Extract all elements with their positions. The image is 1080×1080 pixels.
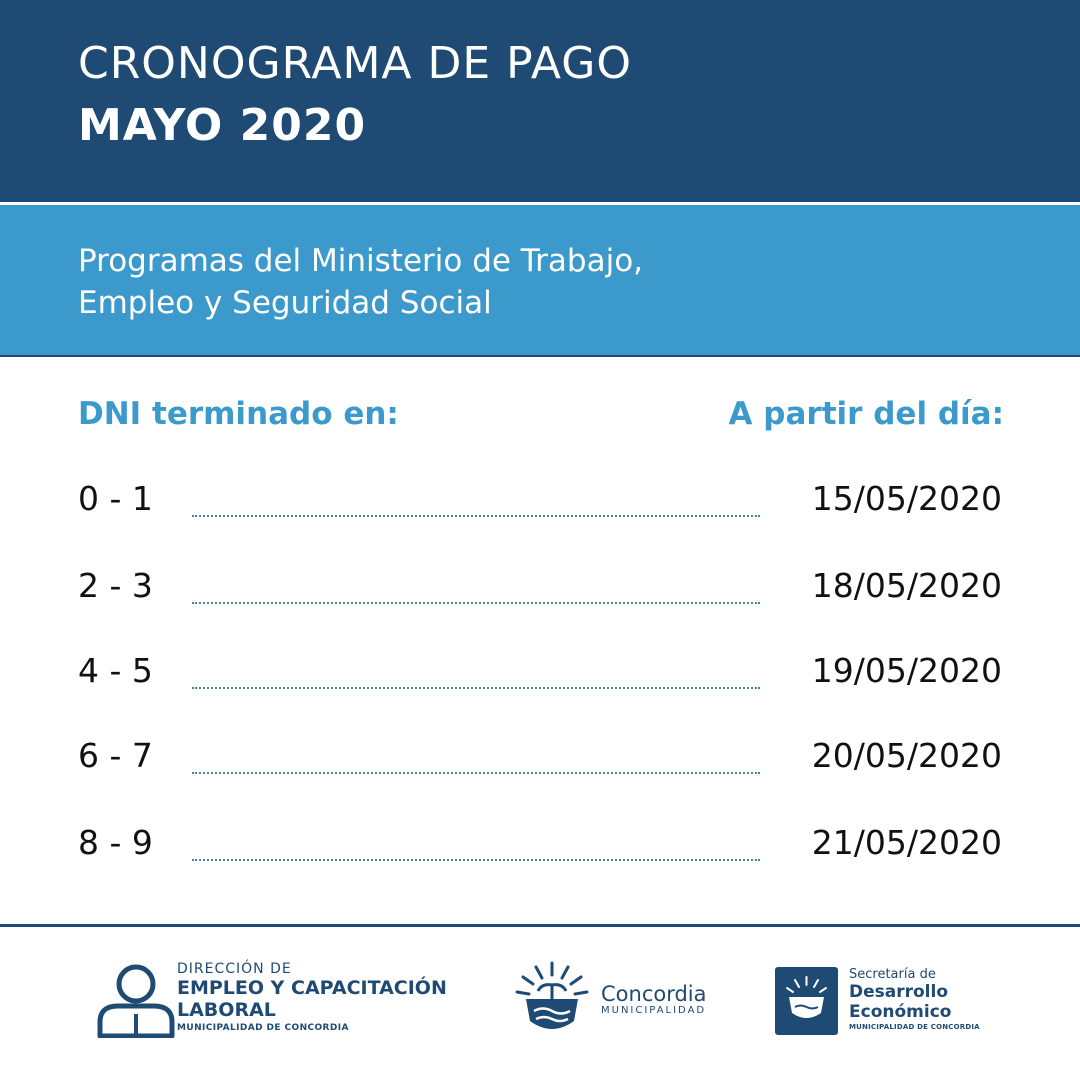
dni-range: 2 - 3 [78,566,153,605]
schedule-row [0,651,1080,701]
column-header-date: A partir del día: [728,396,1004,432]
person-icon [96,962,176,1038]
dotted-leader [192,859,760,861]
employment-office-logo-text [177,961,447,1033]
dotted-leader [192,772,760,774]
concordia-emblem-icon [512,959,592,1039]
program-name-line2: Empleo y Seguridad Social [78,285,492,321]
page-subtitle-month: MAYO 2020 [78,100,367,151]
logo-line: Económico [849,1002,952,1022]
logo-line: Secretaría de [849,967,936,982]
program-banner [0,205,1080,357]
logo-line: EMPLEO Y CAPACITACIÓN [177,977,447,999]
dotted-leader [192,515,760,517]
dni-range: 0 - 1 [78,479,153,518]
concordia-seal-icon [775,967,838,1035]
payment-date: 18/05/2020 [811,566,1002,605]
logo-line: Concordia [601,982,707,1006]
logo-line: LABORAL [177,999,276,1021]
logo-line: MUNICIPALIDAD DE CONCORDIA [849,1023,980,1031]
dni-range: 4 - 5 [78,651,153,690]
dotted-leader [192,602,760,604]
program-name-line1: Programas del Ministerio de Trabajo, [78,243,644,279]
payment-date: 20/05/2020 [811,736,1002,775]
payment-date: 19/05/2020 [811,651,1002,690]
concordia-logo-text [601,983,707,1016]
dotted-leader [192,687,760,689]
schedule-row [0,736,1080,786]
dni-range: 6 - 7 [78,736,153,775]
payment-date: 21/05/2020 [811,823,1002,862]
header-banner [0,0,1080,202]
logo-line: Desarrollo [849,982,949,1002]
page-title: CRONOGRAMA DE PAGO [78,38,632,89]
economic-development-logo-text [849,967,980,1031]
footer-logos [0,927,1080,1080]
schedule-row [0,823,1080,873]
logo-line: MUNICIPALIDAD DE CONCORDIA [177,1023,349,1033]
column-header-dni: DNI terminado en: [78,396,399,432]
schedule-row [0,479,1080,529]
schedule-row [0,566,1080,616]
logo-line: DIRECCIÓN DE [177,961,292,977]
logo-line: MUNICIPALIDAD [601,1005,707,1016]
dni-range: 8 - 9 [78,823,153,862]
payment-date: 15/05/2020 [811,479,1002,518]
